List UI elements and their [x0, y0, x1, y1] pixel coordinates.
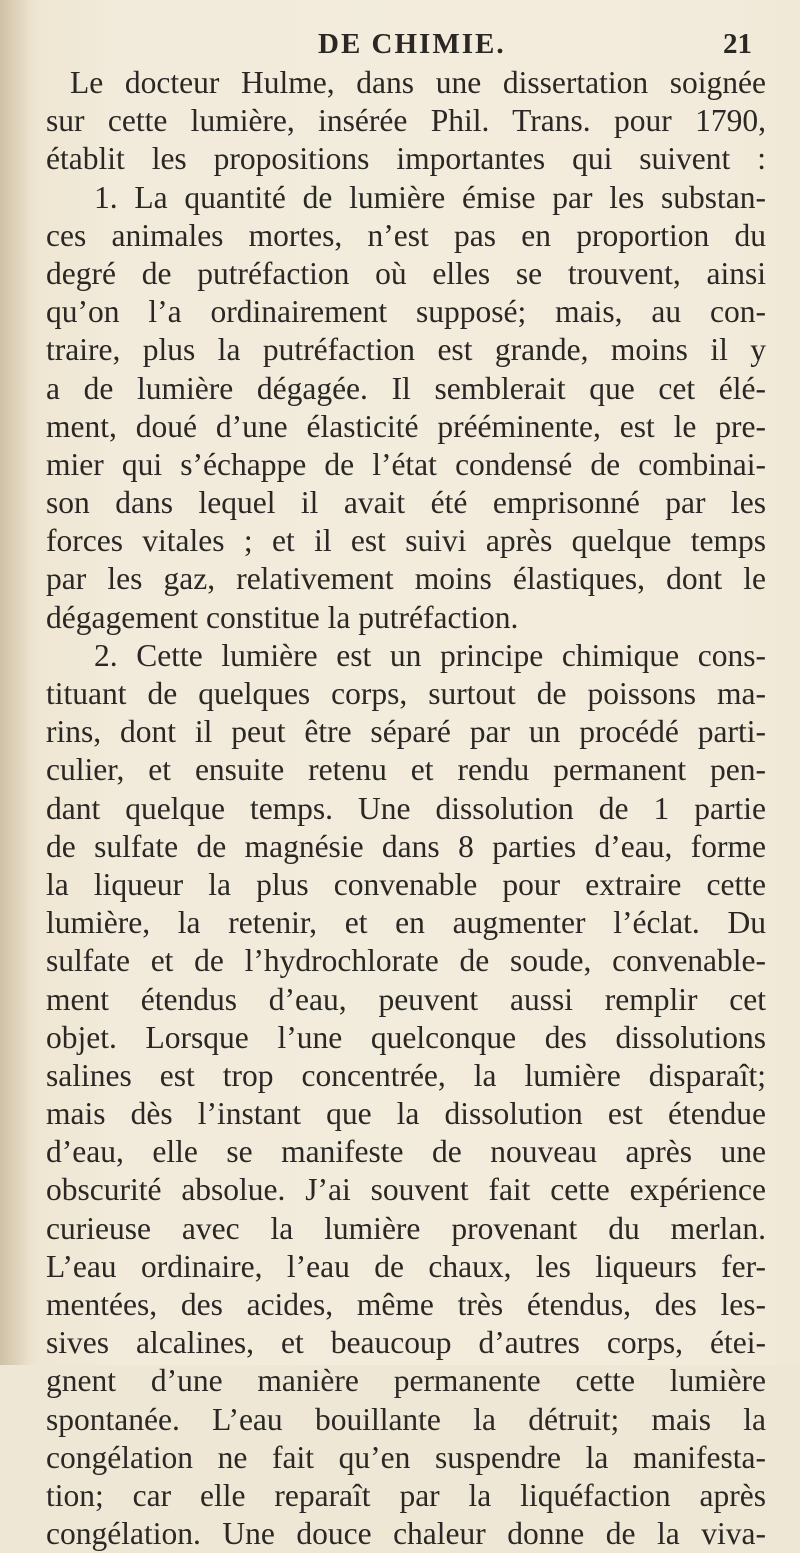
text-line: par les gaz, relativement moins élastiques, dont le — [46, 561, 766, 597]
text-line: sives alcalines, et beaucoup d’autres corps, étei- — [46, 1325, 766, 1361]
text-line: mier qui s’échappe de l’état condensé de combinai- — [46, 446, 766, 482]
page-header — [0, 22, 800, 62]
text-line: congélation ne fait qu’en suspendre la manifesta- — [46, 1439, 766, 1475]
page-edge-shadow — [0, 0, 30, 1365]
text-line: dégagement constitue la putréfaction. — [46, 599, 519, 635]
text-line: 2. Cette lumière est un principe chimique cons- — [94, 637, 766, 673]
text-line: salines est trop concentrée, la lumière disparaît; — [46, 1057, 766, 1093]
text-line: ment, doué d’une élasticité prééminente, est le pre- — [46, 408, 766, 444]
text-line: obscurité absolue. J’ai souvent fait cette expérience — [46, 1172, 766, 1208]
text-line: Le docteur Hulme, dans une dissertation soignée — [70, 65, 766, 100]
text-line: traire, plus la putréfaction est grande, moins il y — [46, 332, 766, 368]
text-line: objet. Lorsque l’une quelconque des dissolutions — [46, 1019, 766, 1055]
text-line: curieuse avec la lumière provenant du merlan. — [46, 1210, 766, 1246]
text-line: rins, dont il peut être séparé par un procédé parti- — [46, 714, 766, 750]
text-line: sulfate et de l’hydrochlorate de soude, convenable- — [46, 943, 766, 979]
running-head: DE CHIMIE. — [318, 28, 506, 60]
text-line: congélation. Une douce chaleur donne de la viva- — [46, 1516, 766, 1552]
body-text — [46, 64, 766, 1553]
text-line: la liqueur la plus convenable pour extraire cette — [46, 866, 766, 902]
text-line: ment étendus d’eau, peuvent aussi remplir cet — [46, 981, 766, 1017]
text-line: gnent d’une manière permanente cette lumière — [46, 1363, 766, 1399]
text-line: son dans lequel il avait été emprisonné par les — [46, 485, 766, 521]
text-line: culier, et ensuite retenu et rendu permanent pen- — [46, 752, 766, 788]
text-line: mais dès l’instant que la dissolution est étendue — [46, 1096, 766, 1132]
text-line: établit les propositions importantes qui suivent : — [46, 141, 766, 177]
text-line: tion; car elle reparaît par la liquéfaction après — [46, 1477, 766, 1513]
text-line: dant quelque temps. Une dissolution de 1 partie — [46, 790, 766, 826]
text-line: spontanée. L’eau bouillante la détruit; mais la — [46, 1401, 766, 1437]
text-line: qu’on l’a ordinairement supposé; mais, au con- — [46, 294, 766, 330]
text-line: d’eau, elle se manifeste de nouveau après une — [46, 1134, 766, 1170]
text-line: 1. La quantité de lumière émise par les substan- — [94, 179, 766, 215]
text-line: ces animales mortes, n’est pas en proportion du — [46, 217, 766, 253]
page-number: 21 — [723, 28, 752, 60]
text-line: L’eau ordinaire, l’eau de chaux, les liqueurs fer- — [46, 1248, 766, 1284]
text-line: tituant de quelques corps, surtout de poissons ma- — [46, 676, 766, 711]
text-line: lumière, la retenir, et en augmenter l’éclat. Du — [46, 905, 766, 941]
text-line: degré de putréfaction où elles se trouvent, ainsi — [46, 255, 766, 291]
text-line: sur cette lumière, insérée Phil. Trans. pour 1790, — [46, 103, 766, 139]
text-line: mentées, des acides, même très étendus, des les- — [46, 1287, 766, 1322]
text-line: de sulfate de magnésie dans 8 parties d’eau, forme — [46, 828, 766, 864]
text-line: forces vitales ; et il est suivi après quelque temps — [46, 523, 766, 559]
text-line: a de lumière dégagée. Il semblerait que cet élé- — [46, 370, 766, 406]
